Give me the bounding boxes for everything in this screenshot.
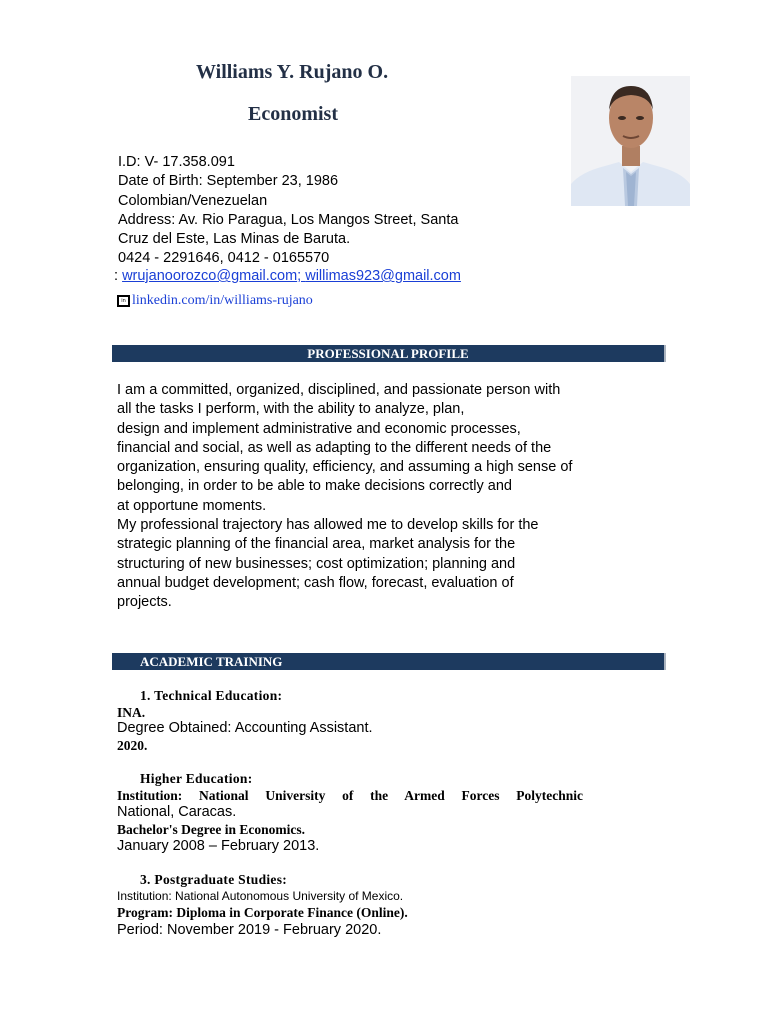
email-line	[114, 268, 461, 284]
profile-line: all the tasks I perform, with the ability to analyze, plan,	[117, 401, 465, 418]
email-prefix: :	[114, 268, 123, 284]
date-of-birth: Date of Birth: September 23, 1986	[118, 173, 339, 190]
profile-line: My professional trajectory has allowed me to develop skills for the	[117, 517, 539, 534]
professional-profile-heading: PROFESSIONAL PROFILE	[112, 345, 666, 362]
profile-photo	[571, 76, 690, 206]
postgraduate-title: 3. Postgraduate Studies:	[140, 872, 288, 887]
higher-institution-line-2: National, Caracas.	[117, 804, 237, 820]
address-line-2: Cruz del Este, Las Minas de Baruta.	[118, 231, 351, 248]
higher-education-title: Higher Education:	[140, 771, 253, 786]
email-link-2[interactable]: willimas923@gmail.com	[305, 268, 461, 284]
profile-line: at opportune moments.	[117, 497, 267, 514]
linkedin-icon: in	[117, 295, 130, 307]
linkedin-link[interactable]: linkedin.com/in/williams-rujano	[132, 293, 313, 308]
profile-line: structuring of new businesses; cost optimization; planning and	[117, 555, 516, 572]
email-separator: ;	[297, 268, 306, 284]
technical-education-title: 1. Technical Education:	[140, 688, 283, 703]
profile-line: annual budget development; cash flow, forecast, evaluation of	[117, 574, 514, 591]
profile-line: financial and social, as well as adapting to the different needs of the	[117, 439, 552, 456]
id-number: I.D: V- 17.358.091	[118, 154, 235, 170]
person-portrait-image	[571, 76, 690, 206]
resume-profession: Economist	[248, 103, 338, 125]
technical-year: 2020.	[117, 738, 148, 753]
profile-line: belonging, in order to be able to make decisions correctly and	[117, 478, 512, 495]
profile-line: projects.	[117, 594, 172, 611]
profile-line: I am a committed, organized, disciplined, and passionate person with	[117, 382, 561, 398]
postgraduate-period: Period: November 2019 - February 2020.	[117, 922, 382, 938]
profile-paragraph-1	[117, 381, 635, 516]
profile-line: strategic planning of the financial area, market analysis for the	[117, 536, 516, 553]
profile-paragraph-2	[117, 516, 635, 612]
technical-institution: INA.	[117, 705, 146, 720]
postgraduate-program: Program: Diploma in Corporate Finance (Online).	[117, 905, 408, 920]
higher-institution-line-1: Institution: National University of the Armed Forces Polytechnic	[117, 788, 583, 803]
email-link-1[interactable]: wrujanoorozco@gmail.com	[122, 268, 298, 284]
postgraduate-institution: Institution: National Autonomous University of Mexico.	[117, 889, 404, 903]
technical-degree: Degree Obtained: Accounting Assistant.	[117, 720, 373, 736]
linkedin-line	[117, 293, 313, 309]
resume-name: Williams Y. Rujano O.	[196, 61, 389, 83]
address-line-1: Address: Av. Rio Paragua, Los Mangos Street, Santa	[118, 211, 459, 228]
higher-period: January 2008 – February 2013.	[117, 838, 320, 854]
professional-profile-text	[117, 381, 635, 613]
contact-block	[118, 153, 458, 269]
higher-degree: Bachelor's Degree in Economics.	[117, 822, 305, 837]
nationality: Colombian/Venezuelan	[118, 192, 268, 209]
profile-line: organization, ensuring quality, efficiency, and assuming a high sense of	[117, 459, 573, 476]
academic-training-heading: ACADEMIC TRAINING	[112, 653, 666, 670]
phone-numbers: 0424 - 2291646, 0412 - 0165570	[118, 250, 330, 267]
profile-line: design and implement administrative and economic processes,	[117, 420, 521, 437]
